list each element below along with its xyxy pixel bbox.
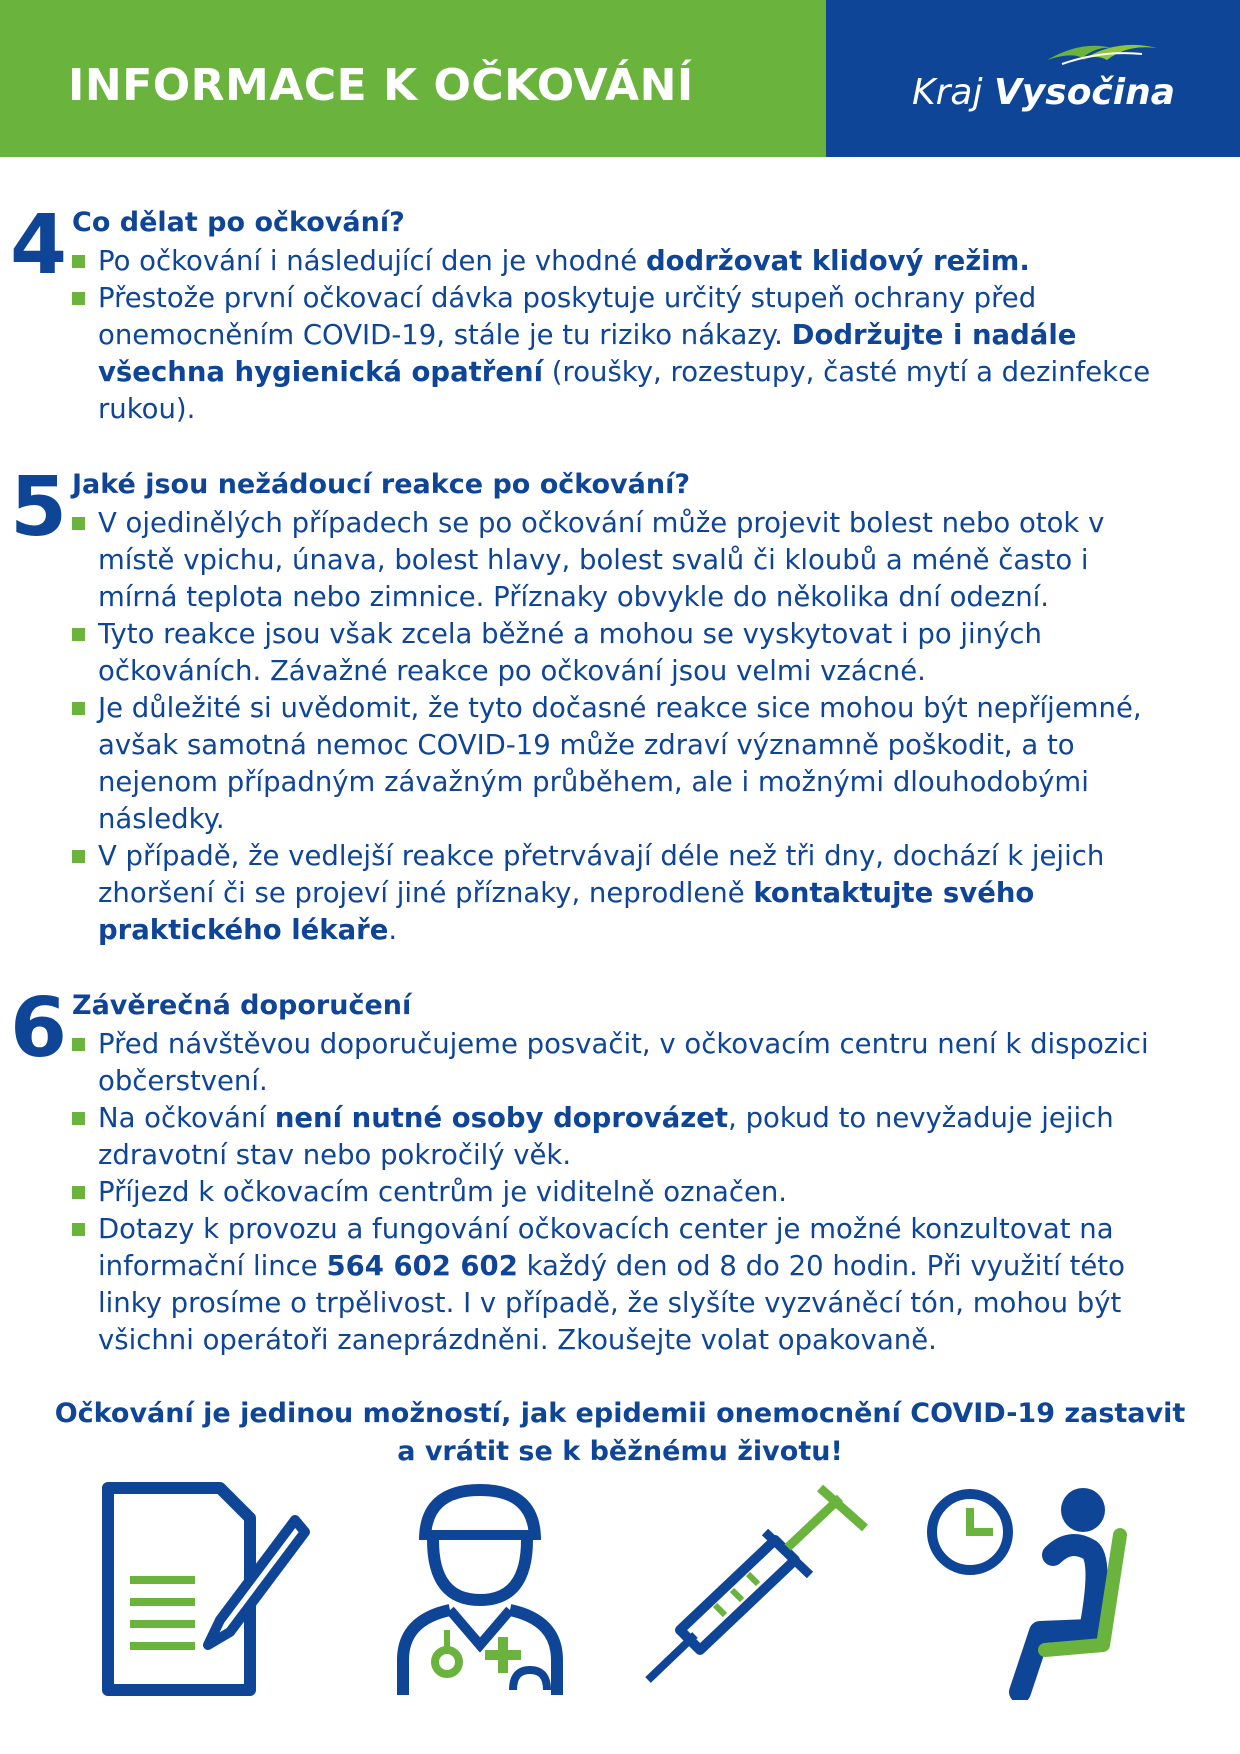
- text-run: Příjezd k očkovacím centrům je viditelně označen.: [98, 1176, 788, 1208]
- bullet-item: [72, 1174, 1152, 1211]
- text-run: (roušky, rozestupy, časté mytí a dezinfekce rukou).: [98, 356, 1151, 425]
- logo-text: [912, 72, 1175, 113]
- text-run: Přestože první očkovací dávka poskytuje určitý stupeň ochrany před onemocněním COVID-19, stále je tu riziko nákazy.: [98, 282, 1037, 351]
- text-run: V ojedinělých případech se po očkování může projevit bolest nebo otok v místě vpichu, únava, bolest hlavy, bolest svalů či kloubů a méně často i mírná teplota nebo zimnice. Příznaky obvykle do několika dní odezní.: [98, 507, 1105, 613]
- text-run: Po očkování i následující den je vhodné: [98, 245, 646, 277]
- text-run: , pokud to nevyžaduje jejich zdravotní stav nebo pokročilý věk.: [98, 1102, 1114, 1171]
- section-title: Jaké jsou nežádoucí reakce po očkování?: [72, 469, 691, 500]
- bullet-item: [72, 280, 1152, 428]
- logo-word-kraj: Kraj: [912, 72, 983, 113]
- section-title: Co dělat po očkování?: [72, 207, 405, 238]
- bold-text: dodržovat klidový režim.: [645, 245, 1030, 277]
- text-run: .: [388, 914, 398, 946]
- logo-word-vysocina: Vysočina: [993, 72, 1176, 113]
- bold-text: 564 602 602: [326, 1250, 518, 1282]
- bullet-item: [72, 243, 1152, 280]
- bullet-list: [72, 505, 1152, 949]
- bold-text: není nutné osoby doprovázet: [274, 1102, 729, 1134]
- bullet-list: [72, 1026, 1152, 1359]
- text-run: V případě, že vedlejší reakce přetrvávají déle než tři dny, dochází k jejich zhoršení či se projeví jiné příznaky, neprodleně: [98, 840, 1105, 909]
- text-run: Na očkování: [98, 1102, 275, 1134]
- closing-message: [40, 1395, 1200, 1471]
- bullet-item: [72, 1100, 1152, 1174]
- bullet-item: [72, 690, 1152, 838]
- section-title: Závěrečná doporučení: [72, 990, 412, 1021]
- text-run: každý den od 8 do 20 hodin. Při využití této linky prosíme o trpělivost. I v případě, že slyšíte vyzváněcí tón, mohou být všichni operátoři zaneprázdněni. Zkoušejte volat opakovaně.: [98, 1250, 1125, 1356]
- bullet-item: [72, 838, 1152, 949]
- closing-line-2: a vrátit se k běžnému životu!: [397, 1436, 843, 1467]
- text-run: Je důležité si uvědomit, že tyto dočasné reakce sice mohou být nepříjemné, avšak samotná nemoc COVID-19 může zdraví významně poškodit, a to nejenom případným závažným průběhem, ale i možnými dlouhodobými následky.: [98, 692, 1142, 835]
- section-number: 4: [10, 198, 68, 293]
- header: [0, 0, 1240, 157]
- bold-text: kontaktujte svého praktického lékaře: [98, 877, 1035, 946]
- text-run: Před návštěvou doporučujeme posvačit, v očkovacím centru není k dispozici občerstvení.: [98, 1028, 1149, 1097]
- section-number: 6: [10, 981, 68, 1076]
- header-green-band: [0, 0, 826, 157]
- kraj-vysocina-logo: [912, 38, 1176, 118]
- waiting-person-clock-icon: [925, 1480, 1135, 1700]
- closing-line-1: Očkování je jedinou možností, jak epidemii onemocnění COVID-19 zastavit: [54, 1398, 1186, 1429]
- bullet-list: [72, 243, 1152, 428]
- section-number: 5: [10, 460, 68, 555]
- text-run: Tyto reakce jsou však zcela běžné a mohou se vyskytovat i po jiných očkováních. Závažné reakce po očkování jsou velmi vzácné.: [98, 618, 1042, 687]
- text-run: Dotazy k provozu a fungování očkovacích center je možné konzultovat na informační lince: [98, 1213, 1114, 1282]
- bullet-item: [72, 505, 1152, 616]
- bullet-item: [72, 1211, 1152, 1359]
- bold-text: Dodržujte i nadále všechna hygienická opatření: [98, 319, 1077, 388]
- syringe-icon: [640, 1480, 880, 1690]
- bullet-item: [72, 616, 1152, 690]
- page-title: INFORMACE K OČKOVÁNÍ: [68, 60, 694, 111]
- document-pen-icon: [100, 1480, 310, 1700]
- bullet-item: [72, 1026, 1152, 1100]
- doctor-icon: [395, 1480, 565, 1700]
